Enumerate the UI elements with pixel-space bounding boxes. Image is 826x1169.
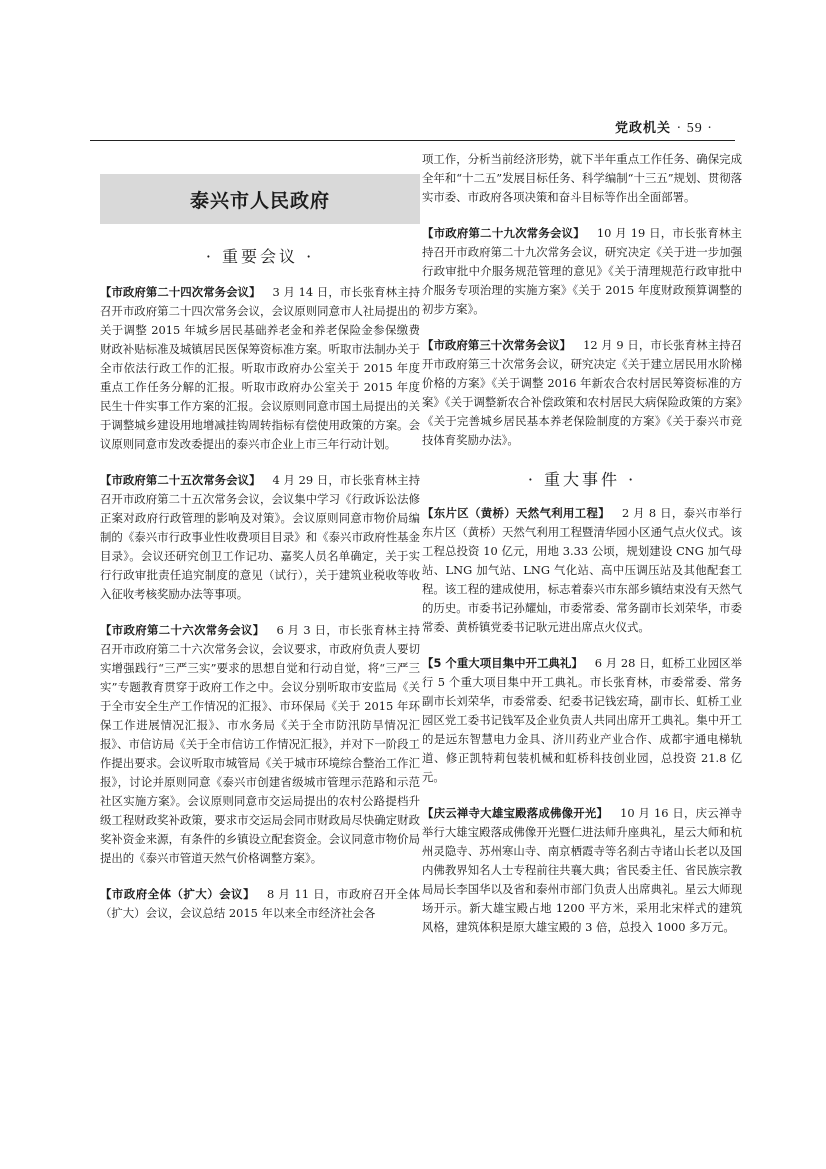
event-entry	[422, 654, 742, 787]
meeting-entry	[422, 224, 742, 319]
entry-date: 4 月 29 日，	[272, 473, 340, 487]
entry-text: 市长张育林主持召开市政府第二十六次常务会议，会议要求，市政府负责人要切实增强践行“三严三实”要求的思想自觉和行动自觉，将“三严三实”专题教育贯穿于政府工作之中。会议分别听取市安监局《关于全市安全生产工作情况的汇报》、市环保局《关于 2015 年环保工作进展情况汇报》、市水务局《关于全市防汛防旱情况汇报》、市信访局《关于全市信访工作情况汇报》，并对下一阶段工作提出要求。会议听取市城管局《关于城市环境综合整治工作汇报》，讨论并原则同意《泰兴市创建省级城市管理示范路和示范社区实施方案》。会议原则同意市交运局提出的农村公路提档升级工程财政奖补政策，要求市交运局会同市财政局尽快确定财政奖补资金来源，有条件的乡镇设立配套资金。会议同意市物价局提出的《泰兴市管道天然气价格调整方案》。	[100, 623, 420, 865]
page-number: 59	[686, 121, 703, 136]
meeting-entry	[100, 471, 420, 604]
entry-tag: 【市政府第二十六次常务会议】	[100, 623, 265, 637]
event-entry	[422, 804, 742, 937]
entry-text: 市长张育林主持召开市政府第三十次常务会议，研究决定《关于建立居民用水阶梯价格的方案》《关于调整 2016 年新农合农村居民筹资标准的方案》《关于调整新农合补偿政策和农村居民大病保险政策的方案》《关于完善城乡居民基本养老保险制度的方案》《关于泰兴市竞技体育奖励办法》。	[422, 338, 742, 447]
entry-date: 2 月 8 日，	[621, 506, 684, 520]
entry-tag: 【市政府第二十五次常务会议】	[100, 473, 261, 487]
section-title-events: · 重大事件 ·	[527, 470, 637, 489]
entry-text: 泰兴市举行东片区（黄桥）天然气利用工程暨清华园小区通气点火仪式。该工程总投资 10 亿元，用地 3.33 公顷，规划建设 CNG 加气母站、LNG 加气站、LNG 气化站、高中压调压站及其他配套工程。该工程的建成使用，标志着泰兴市东部乡镇结束没有天然气的历史。市委书记孙耀灿，市委常委、常务副市长刘荣华，市委常委、黄桥镇党委书记耿元进出席点火仪式。	[422, 506, 742, 634]
entry-date: 10 月 19 日，	[596, 226, 673, 240]
entry-tag: 【市政府第二十九次常务会议】	[422, 226, 585, 240]
entry-tag: 【市政府第二十四次常务会议】	[100, 285, 261, 299]
left-column	[100, 150, 420, 940]
header-section: 党政机关	[615, 121, 672, 136]
entry-text: 市政府召开全体（扩大）会议，会议总结 2015 年以来全市经济社会各	[100, 887, 420, 920]
section-title-meetings: · 重要会议 ·	[205, 247, 315, 266]
entry-text: 庆云禅寺举行大雄宝殿落成佛像开光暨仁进法师升座典礼，星云大师和杭州灵隐寺、苏州寒山寺、南京栖霞寺等名刹古寺诸山长老以及国内佛教界知名人士专程前往共襄大典；省民委主任、省民族宗教局局长李国华以及省和泰州市部门负责人出席典礼。星云大师现场开示。新大雄宝殿占地 1200 平方米，采用北宋样式的建筑风格，建筑体积是原大雄宝殿的 3 倍，总投入 1000 多万元。	[422, 806, 742, 934]
entry-tag: 【庆云禅寺大雄宝殿落成佛像开光】	[422, 806, 609, 820]
meeting-entry	[422, 336, 742, 450]
header-rule	[90, 140, 735, 141]
entry-tag: 【5 个重大项目集中开工典礼】	[422, 656, 583, 670]
entry-text: 市长张育林主持召开市政府第二十四次常务会议，会议原则同意市人社局提出的关于调整 2015 年城乡居民基础养老金和养老保险金参保缴费财政补贴标准及城镇居民医保筹资标准方案。听取市法制办关于全市依法行政工作的汇报。听取市政府办公室关于 2015 年度重点工作任务分解的汇报。听取市政府办公室关于 2015 年度民生十件实事工作方案的汇报。会议原则同意市国土局提出的关于调整城乡建设用地增减挂钩周转指标有偿使用政策的方案。会议原则同意市发改委提出的泰兴市企业上市三年行动计划。	[100, 285, 420, 451]
right-column	[422, 150, 742, 954]
meeting-entry	[100, 283, 420, 454]
entry-date: 10 月 16 日，	[620, 806, 696, 820]
entry-tag: 【市政府全体（扩大）会议】	[100, 887, 256, 901]
org-title: 泰兴市人民政府	[100, 174, 420, 224]
meeting-entry	[100, 621, 420, 868]
entry-date: 3 月 14 日，	[272, 285, 340, 299]
meeting-entry-continued: 项工作，分析当前经济形势，就下半年重点工作任务、确保完成全年和“十二五”发展目标任务、科学编制“十三五”规划、贯彻落实市委、市政府各项决策和奋斗目标等作出全面部署。	[422, 152, 742, 204]
entry-text: 虹桥工业园区举行 5 个重大项目集中开工典礼。市长张育林，市委常委、常务副市长刘荣华，市委常委、纪委书记钱宏琦，副市长、虹桥工业园区党工委书记钱军及企业负责人共同出席开工典礼。集中开工的是远东智慧电力金具、济川药业产业合作、成都宇通电梯轨道、修正凯特莉包装机械和虹桥科技创业园，总投资 21.8 亿元。	[422, 656, 742, 784]
entry-date: 8 月 11 日，	[267, 887, 338, 901]
entry-text: 市长张育林主持召开市政府第二十五次常务会议，会议集中学习《行政诉讼法修正案对政府行政管理的影响及对策》。会议原则同意市物价局编制的《泰兴市行政事业性收费项目目录》和《泰兴市政府性基金目录》。会议还研究创卫工作记功、嘉奖人员名单确定，关于实行行政审批责任追究制度的意见（试行），关于建筑业税收等收入征收考核奖励办法等事项。	[100, 473, 420, 601]
meeting-entry	[100, 885, 420, 923]
entry-date: 6 月 28 日，	[594, 656, 662, 670]
entry-date: 12 月 9 日，	[583, 338, 651, 352]
entry-tag: 【市政府第三十次常务会议】	[422, 338, 572, 352]
entry-text: 市长张育林主持召开市政府第二十九次常务会议，研究决定《关于进一步加强行政审批中介服务规范管理的意见》《关于清理规范行政审批中介服务专项治理的实施方案》《关于 2015 年度财政预算调整的初步方案》。	[422, 226, 742, 316]
entry-date: 6 月 3 日，	[276, 623, 339, 637]
running-header: 党政机关 · 59 ·	[615, 121, 713, 136]
event-entry	[422, 504, 742, 637]
entry-tag: 【东片区（黄桥）天然气利用工程】	[422, 506, 610, 520]
